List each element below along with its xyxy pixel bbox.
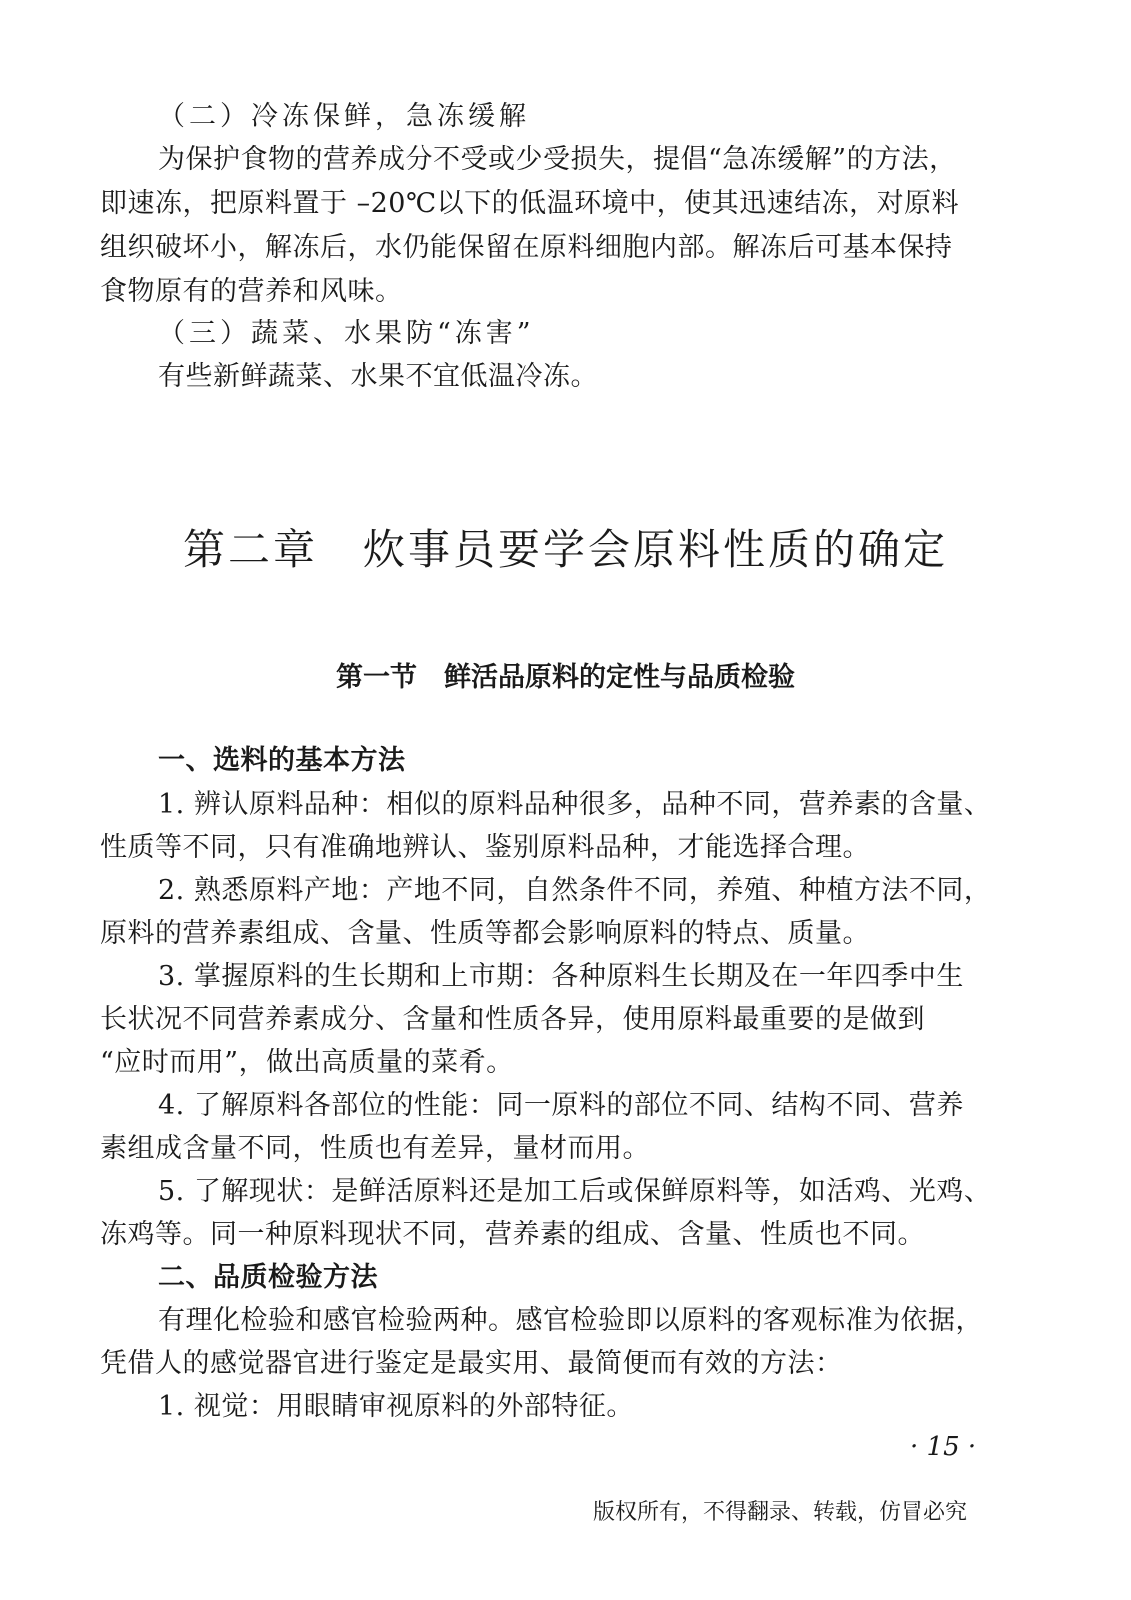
list-item-line: 原料的营养素组成、含量、性质等都会影响原料的特点、质量。	[100, 918, 870, 949]
list-item-line: 2. 熟悉原料产地：产地不同，自然条件不同，养殖、种植方法不同，	[158, 875, 992, 906]
list-item-line: 素组成含量不同，性质也有差异，量材而用。	[100, 1133, 650, 1164]
list-item-line: 冻鸡等。同一种原料现状不同，营养素的组成、含量、性质也不同。	[100, 1219, 925, 1250]
list-item-line: 5. 了解现状：是鲜活原料还是加工后或保鲜原料等，如活鸡、光鸡、	[158, 1176, 992, 1207]
list-item-line: 性质等不同，只有准确地辨认、鉴别原料品种，才能选择合理。	[100, 832, 870, 863]
list-item-line: 4. 了解原料各部位的性能：同一原料的部位不同、结构不同、营养	[158, 1090, 964, 1121]
list-item-line: 1. 辨认原料品种：相似的原料品种很多，品种不同，营养素的含量、	[158, 789, 992, 820]
paragraph-line: 为保护食物的营养成分不受或少受损失，提倡“急冻缓解”的方法，	[158, 144, 957, 175]
list-item-line: 长状况不同营养素成分、含量和性质各异，使用原料最重要的是做到	[100, 1004, 925, 1035]
list-item-line: “应时而用”，做出高质量的菜肴。	[100, 1047, 514, 1078]
subheading-quality-inspection: 二、品质检验方法	[158, 1262, 378, 1293]
paragraph-line: 组织破坏小，解冻后，水仍能保留在原料细胞内部。解冻后可基本保持	[100, 232, 953, 263]
heading-freezing: （二）冷冻保鲜，急冻缓解	[158, 101, 530, 132]
section-title: 第一节 鲜活品原料的定性与品质检验	[336, 662, 795, 693]
page-number: · 15 ·	[910, 1432, 977, 1462]
paragraph-line: 有理化检验和感官检验两种。感官检验即以原料的客观标准为依据，	[158, 1305, 983, 1336]
list-item-line: 1. 视觉：用眼睛审视原料的外部特征。	[158, 1391, 634, 1422]
paragraph-line: 有些新鲜蔬菜、水果不宜低温冷冻。	[158, 361, 598, 392]
copyright-notice: 版权所有，不得翻录、转载，仿冒必究	[593, 1500, 968, 1525]
paragraph-line: 即速冻，把原料置于 –20℃以下的低温环境中，使其迅速结冻，对原料	[100, 188, 960, 219]
chapter-title: 第二章 炊事员要学会原料性质的确定	[182, 525, 948, 574]
list-item-line: 3. 掌握原料的生长期和上市期：各种原料生长期及在一年四季中生	[158, 961, 964, 992]
paragraph-line: 食物原有的营养和风味。	[100, 276, 403, 307]
subheading-selection-methods: 一、选料的基本方法	[158, 745, 406, 776]
heading-vegetables: （三）蔬菜、水果防“冻害”	[158, 318, 535, 349]
paragraph-line: 凭借人的感觉器官进行鉴定是最实用、最简便而有效的方法：	[100, 1348, 843, 1379]
